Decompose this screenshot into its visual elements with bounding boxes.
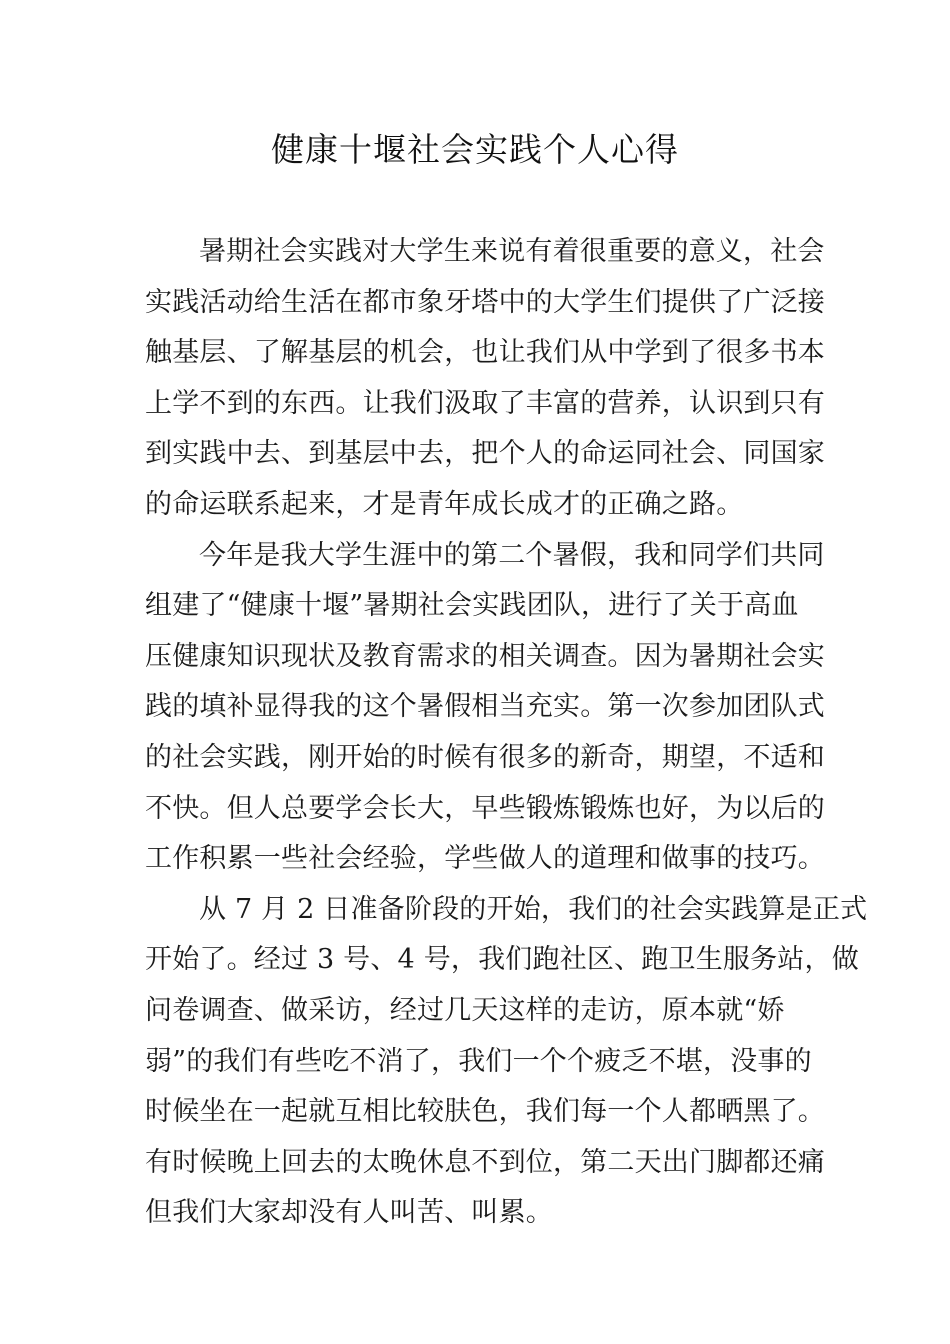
text-line: 暑期社会实践对大学生来说有着很重要的意义，社会: [199, 236, 825, 267]
text-line: 践的填补显得我的这个暑假相当充实。第一次参加团队式: [145, 691, 825, 723]
text-line: 但我们大家却没有人叫苦、叫累。: [145, 1197, 553, 1229]
text-line: 不快。但人总要学会长大，早些锻炼锻炼也好，为以后的: [145, 792, 825, 824]
document-body: [145, 227, 868, 1239]
text-line: 触基层、了解基层的机会，也让我们从中学到了很多书本: [145, 337, 825, 369]
paragraph-3: [145, 885, 868, 1239]
text-line: 工作积累一些社会经验，学些做人的道理和做事的技巧。: [145, 843, 825, 875]
text-line: 组建了“健康十堰”暑期社会实践团队，进行了关于高血: [145, 590, 799, 622]
text-line: 有时候晚上回去的太晚休息不到位，第二天出门脚都还痛: [145, 1146, 825, 1178]
text-line: 实践活动给生活在都市象牙塔中的大学生们提供了广泛接: [145, 286, 825, 318]
document-title: 健康十堰社会实践个人心得: [271, 130, 679, 169]
text-line: 到实践中去、到基层中去，把个人的命运同社会、同国家: [145, 438, 825, 470]
text-line: 弱”的我们有些吃不消了，我们一个个疲乏不堪，没事的: [145, 1045, 812, 1077]
text-line: 开始了。经过 3 号、4 号，我们跑社区、跑卫生服务站，做: [145, 944, 859, 976]
paragraph-2: [145, 531, 825, 885]
paragraph-1: [145, 227, 825, 531]
text-line: 时候坐在一起就互相比较肤色，我们每一个人都晒黑了。: [145, 1096, 825, 1128]
text-line: 今年是我大学生涯中的第二个暑假，我和同学们共同: [199, 539, 825, 571]
text-line: 问卷调查、做采访，经过几天这样的走访，原本就“娇: [145, 994, 785, 1026]
text-line: 压健康知识现状及教育需求的相关调查。因为暑期社会实: [145, 640, 825, 672]
text-line: 的社会实践，刚开始的时候有很多的新奇，期望，不适和: [145, 741, 825, 773]
text-line: 从 7 月 2 日准备阶段的开始，我们的社会实践算是正式: [199, 893, 868, 925]
text-line: 上学不到的东西。让我们汲取了丰富的营养，认识到只有: [145, 387, 825, 419]
text-line: 的命运联系起来，才是青年成长成才的正确之路。: [145, 488, 744, 520]
